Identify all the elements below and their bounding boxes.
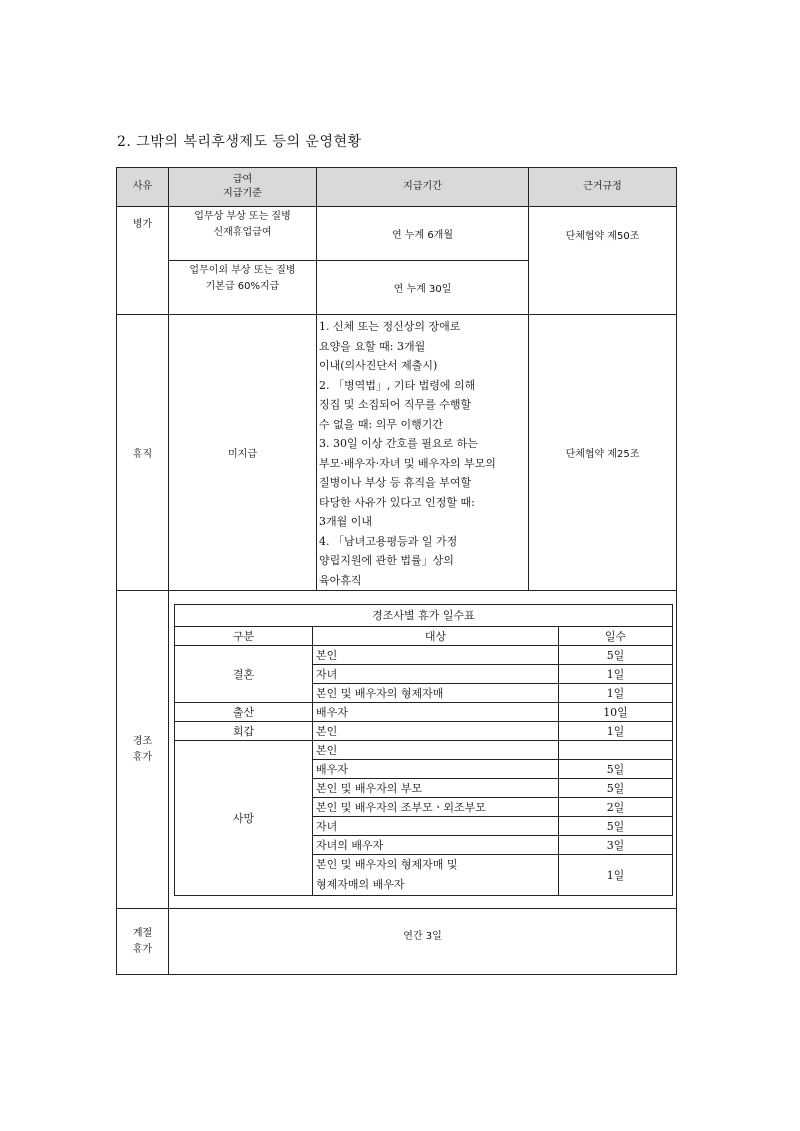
- sick-leave-criteria-1: 업무상 부상 또는 질병 신재휴업급여: [169, 207, 317, 261]
- seasonal-leave-value: 연간 3일: [169, 909, 677, 975]
- seasonal-leave-row: [117, 909, 677, 975]
- target-cell: 본인: [313, 740, 559, 759]
- welfare-table: [116, 167, 677, 975]
- target-cell: 자녀의 배우자: [313, 835, 559, 854]
- col-days: 일수: [559, 626, 673, 645]
- target-cell: 자녀: [313, 664, 559, 683]
- target-cell: 본인 및 배우자의 조부모ㆍ외조부모: [313, 797, 559, 816]
- leave-of-absence-basis: 단체협약 제25조: [529, 315, 677, 591]
- days-cell: 1일: [559, 664, 673, 683]
- days-table-header: [175, 626, 673, 645]
- leave-of-absence-row: [117, 315, 677, 591]
- target-cell: 본인 및 배우자의 형제자매 및 형제자매의 배우자: [313, 854, 559, 895]
- header-basis: 근거규정: [529, 168, 677, 207]
- header-reason: 사유: [117, 168, 169, 207]
- sick-leave-period-1: 연 누계 6개월: [317, 207, 529, 261]
- sick-leave-criteria-2: 업무이외 부상 또는 질병 기본급 60%지급: [169, 261, 317, 315]
- family-event-row: [117, 591, 677, 909]
- table-row: [175, 702, 673, 721]
- days-table-caption: 경조사별 휴가 일수표: [175, 604, 673, 626]
- target-cell: 자녀: [313, 816, 559, 835]
- sick-leave-basis: 단체협약 제50조: [529, 207, 677, 315]
- sick-leave-label: 병가: [117, 207, 169, 315]
- days-cell: 5일: [559, 645, 673, 664]
- category-childbirth: 출산: [175, 702, 313, 721]
- page-title: 2. 그밖의 복리후생제도 등의 운영현황: [117, 134, 362, 150]
- days-cell: 3일: [559, 835, 673, 854]
- days-cell: 5일: [559, 816, 673, 835]
- days-cell: [559, 740, 673, 759]
- seasonal-leave-label: 계절 휴가: [117, 909, 169, 975]
- header-criteria: 급여 지급기준: [169, 168, 317, 207]
- table-row: [175, 721, 673, 740]
- days-cell: 10일: [559, 702, 673, 721]
- col-category: 구분: [175, 626, 313, 645]
- leave-of-absence-label: 휴직: [117, 315, 169, 591]
- days-cell: 5일: [559, 759, 673, 778]
- category-bereavement: 사망: [175, 740, 313, 895]
- category-marriage: 결혼: [175, 645, 313, 702]
- leave-of-absence-criteria: 미지급: [169, 315, 317, 591]
- target-cell: 배우자: [313, 702, 559, 721]
- sick-leave-row-1: [117, 207, 677, 261]
- days-cell: 5일: [559, 778, 673, 797]
- target-cell: 본인 및 배우자의 부모: [313, 778, 559, 797]
- leave-of-absence-period: 1. 신체 또는 정신상의 장애로 요양을 요할 때: 3개월 이내(의사진단서 제출시) 2. 「병역법」, 기타 법령에 의해 징집 및 소집되어 직무를 수행할 수 없을 때: 의무 이행기간 3. 30일 이상 간호를 필요로 하는 부모·배우자·자녀 및 배우자의 부모의 질병이나 부상 등 휴직을 부여할 타당한 사유가 있다고 인정할 때: 3개월 이내 4. 「남녀고용평등과 일 가정 양립지원에 관한 법률」상의 육아휴직: [319, 320, 496, 587]
- header-row: [117, 168, 677, 207]
- col-target: 대상: [313, 626, 559, 645]
- sick-leave-period-2: 연 누계 30일: [317, 261, 529, 315]
- target-cell: 배우자: [313, 759, 559, 778]
- family-event-label: 경조 휴가: [117, 591, 169, 909]
- days-cell: 1일: [559, 721, 673, 740]
- target-cell: 본인 및 배우자의 형제자매: [313, 683, 559, 702]
- target-cell: 본인: [313, 721, 559, 740]
- days-cell: 1일: [559, 683, 673, 702]
- target-cell: 본인: [313, 645, 559, 664]
- days-cell: 1일: [559, 854, 673, 895]
- table-row: [175, 645, 673, 664]
- days-cell: 2일: [559, 797, 673, 816]
- category-sixtieth-birthday: 회갑: [175, 721, 313, 740]
- family-event-days-table: [174, 604, 673, 896]
- header-period: 지급기간: [317, 168, 529, 207]
- table-row: [175, 740, 673, 759]
